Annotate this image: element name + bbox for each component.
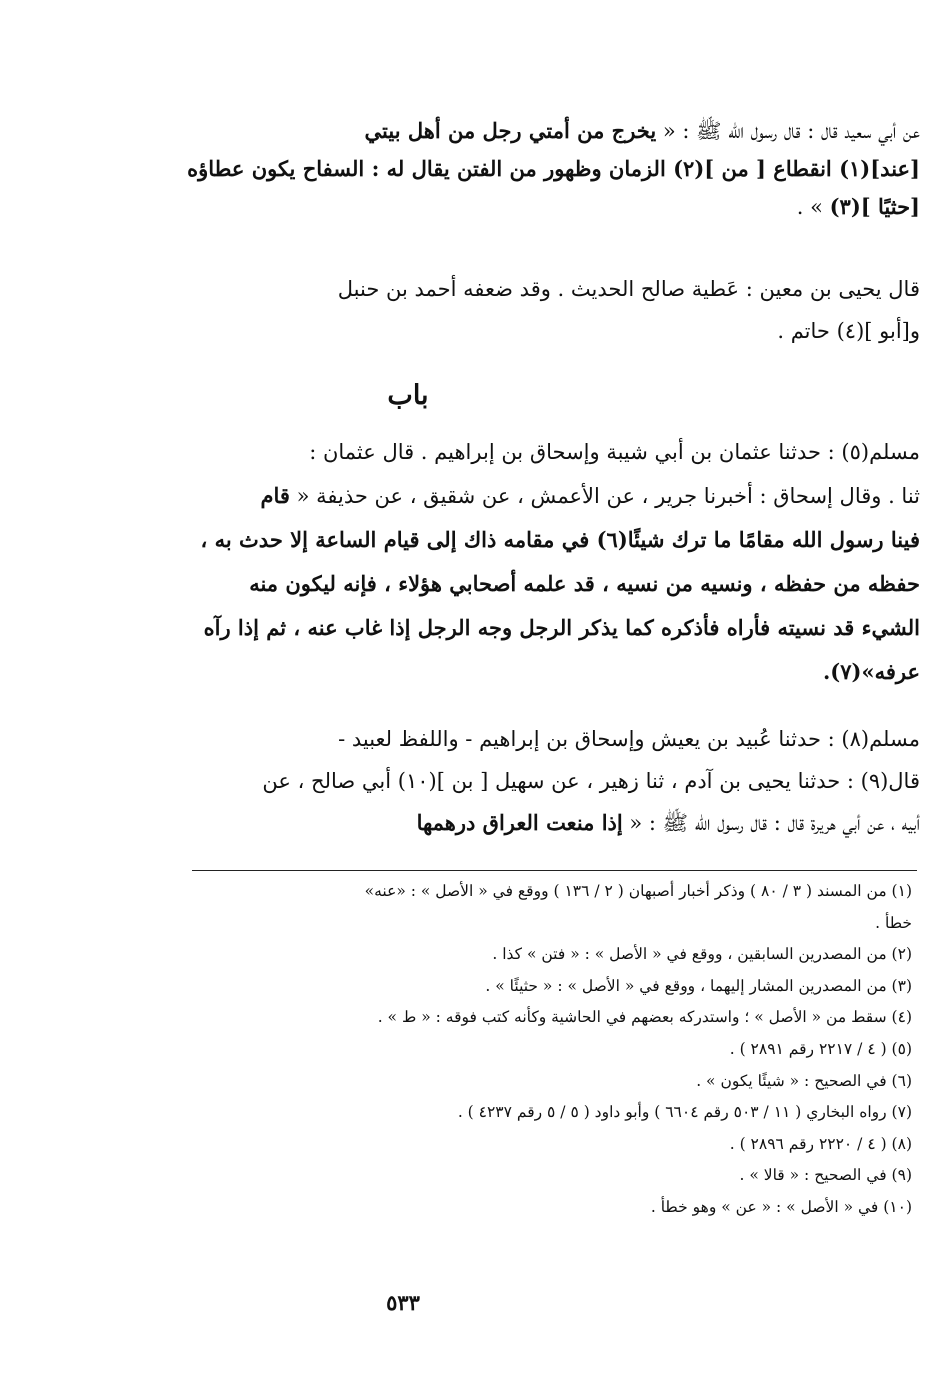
text-line: قال(٩) : حدثنا يحيى بن آدم ، ثنا زهير ، عن سهيل [ بن ](١٠) أبي صالح ، عن	[262, 769, 920, 793]
footnote-divider	[192, 870, 917, 871]
footnote-3: (٣) من المصدرين المشار إليهما ، ووقع في « الأصل » : « حثيئًا » .	[485, 976, 912, 995]
footnote-2: (٢) من المصدرين السابقين ، ووقع في « الأصل » : « فتن » كذا .	[492, 945, 912, 964]
text-line: مسلم(٥) : حدثنا عثمان بن أبي شيبة وإسحاق بن إبراهيم . قال عثمان :	[309, 440, 920, 464]
footnote-4: (٤) سقط من « الأصل » ؛ واستدركه بعضهم في الحاشية وكأنه كتب فوقه : « ط » .	[377, 1008, 912, 1027]
text-line: أبيه ، عن أبي هريرة قال : قال رسول الله ﷺ : « إذا منعت العراق درهمها	[416, 810, 920, 835]
text-line: [حثيًا ](٣) » .	[796, 194, 920, 219]
text-line: ثنا . وقال إسحاق : أخبرنا جرير ، عن الأعمش ، عن شقيق ، عن حذيفة « قام	[260, 483, 920, 508]
text-line: [عند](١) انقطاع [ من ](٢) الزمان وظهور من الفتن يقال له : السفاح يكون عطاؤه	[187, 156, 920, 181]
text-line: الشيء قد نسيته فأراه فأذكره كما يذكر الرجل وجه الرجل إذا غاب عنه ، ثم إذا رآه	[203, 615, 920, 640]
text-line: حفظه من حفظه ، ونسيه من نسيه ، قد علمه أصحابي هؤلاء ، فإنه ليكون منه	[249, 571, 920, 596]
footnote-8: (٨) ( ٤ / ٢٢٢٠ رقم ٢٨٩٦ ) .	[729, 1134, 912, 1153]
footnote-5: (٥) ( ٤ / ٢٢١٧ رقم ٢٨٩١ ) .	[729, 1039, 912, 1058]
footnote-9: (٩) في الصحيح : « قالا » .	[739, 1166, 912, 1185]
text-line: عرفه»(٧).	[822, 659, 920, 684]
text-line: فينا رسول الله مقامًا ما ترك شيئًا(٦) في مقامه ذاك إلى قيام الساعة إلا حدث به ،	[200, 527, 920, 552]
footnote-1-continued: خطأ .	[875, 913, 912, 932]
text-line: عن أبي سعيد قال : قال رسول الله ﷺ : « يخرج من أمتي رجل من أهل بيتي	[364, 118, 920, 143]
paragraph-4	[178, 718, 920, 844]
paragraph-1	[178, 112, 920, 226]
footnote-7: (٧) رواه البخاري ( ١١ / ٥٠٣ رقم ٦٦٠٤ ) وأبو داود ( ٥ / ٥ رقم ٤٢٣٧ ) .	[457, 1103, 912, 1122]
text-line: و[أبو ](٤) حاتم .	[777, 319, 920, 343]
footnote-1: (١) من المسند ( ٣ / ٨٠ ) وذكر أخبار أصبهان ( ٢ / ١٣٦ ) ووقع في « الأصل » : «عنه»	[364, 882, 912, 900]
text-line: قال يحيى بن معين : عَطية صالح الحديث . وقد ضعفه أحمد بن حنبل	[337, 277, 920, 301]
text-line: مسلم(٨) : حدثنا عُبيد بن يعيش وإسحاق بن إبراهيم - واللفظ لعبيد -	[338, 727, 920, 751]
paragraph-2	[178, 268, 920, 352]
footnotes	[178, 876, 912, 1224]
page-number: ٥٣٣	[386, 1290, 420, 1315]
section-heading: باب	[387, 380, 429, 411]
paragraph-3	[178, 430, 920, 694]
footnote-6: (٦) في الصحيح : « شيئًا يكون » .	[696, 1071, 912, 1090]
footnote-10: (١٠) في « الأصل » : « عن » وهو خطأ .	[650, 1197, 912, 1216]
